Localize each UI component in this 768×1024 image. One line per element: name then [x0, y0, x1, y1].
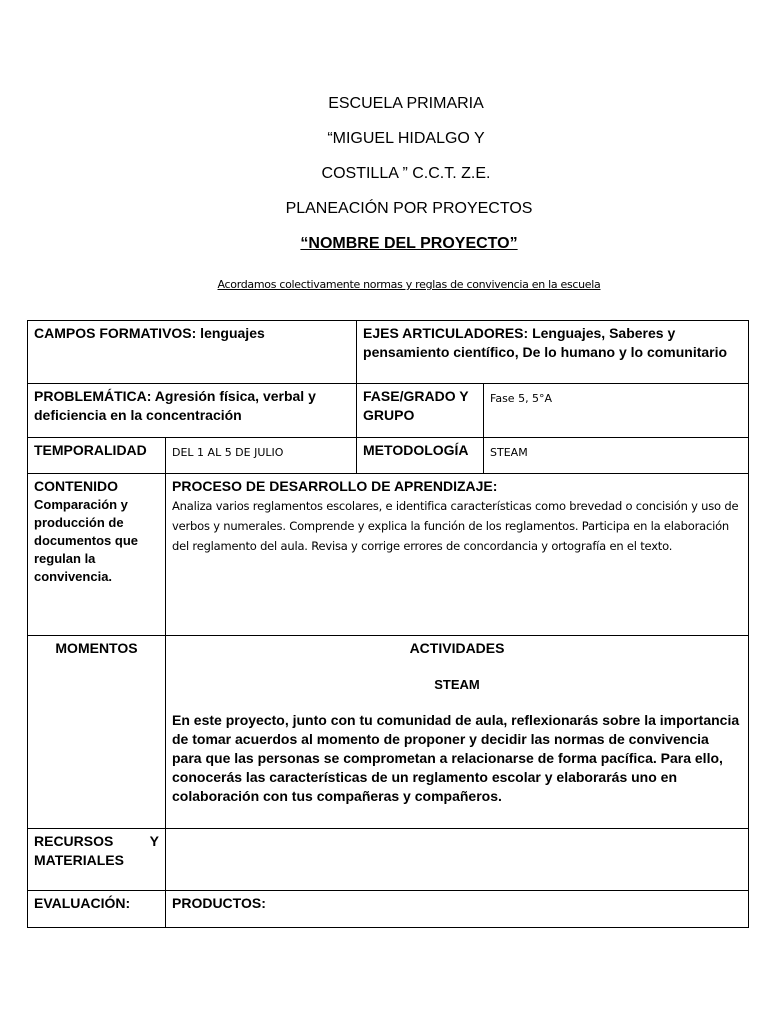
fase-value: Fase 5, 5°A: [484, 384, 749, 438]
row-recursos: [28, 829, 749, 891]
school-name-line2: COSTILLA ” C.C.T. Z.E.: [321, 165, 491, 182]
school-name-line1: “MIGUEL HIDALGO Y: [327, 130, 485, 147]
campos-formativos: CAMPOS FORMATIVOS: lenguajes: [28, 321, 357, 384]
productos-label: PRODUCTOS:: [166, 891, 749, 928]
proceso-label: PROCESO DE DESARROLLO DE APRENDIZAJE:: [172, 478, 498, 494]
steam-label: STEAM: [434, 677, 480, 692]
recursos-value: [166, 829, 749, 891]
project-subtitle: Acordamos colectivamente normas y reglas de convivencia en la escuela: [217, 278, 601, 291]
planning-table: [27, 320, 749, 928]
row-campos-ejes: [28, 321, 749, 384]
evaluacion-label: EVALUACIÓN:: [28, 891, 166, 928]
project-name: “NOMBRE DEL PROYECTO”: [300, 235, 518, 252]
recursos-label: RECURSOS Y MATERIALES: [28, 829, 166, 891]
contenido-label: CONTENIDO: [34, 478, 118, 494]
row-evaluacion: [28, 891, 749, 928]
metodologia-value: STEAM: [484, 438, 749, 474]
row-contenido: [28, 474, 749, 636]
row-momentos: [28, 636, 749, 829]
metodologia-label: METODOLOGÍA: [357, 438, 484, 474]
actividades-label: ACTIVIDADES: [409, 640, 505, 656]
fase-label: FASE/GRADO Y GRUPO: [357, 384, 484, 438]
document-type: PLANEACIÓN POR PROYECTOS: [285, 200, 533, 217]
proceso-text: Analiza varios reglamentos escolares, e identifica características como brevedad o concisión y uso de verbos y numerales. Comprende y explica la función de los reglamentos. Participa en la elaboración del reglamento del aula. Revisa y corrige errores de concordancia y ortografía en el texto.: [172, 499, 739, 553]
contenido-cell: [28, 474, 166, 636]
actividades-text: En este proyecto, junto con tu comunidad de aula, reflexionarás sobre la importancia de tomar acuerdos al momento de proponer y decidir las normas de convivencia para que las personas se comprometan a relacionarse de forma pacífica. Para ello, conocerás las características de un reglamento escolar y elaborarás uno en colaboración con tus compañeras y compañeros.: [172, 712, 740, 804]
momentos-label: MOMENTOS: [28, 636, 166, 829]
school-type: ESCUELA PRIMARIA: [328, 95, 484, 112]
ejes-articuladores: EJES ARTICULADORES: Lenguajes, Saberes y pensamiento científico, De lo humano y lo comunitario: [357, 321, 749, 384]
temporalidad-value: DEL 1 AL 5 DE JULIO: [166, 438, 357, 474]
temporalidad-label: TEMPORALIDAD: [28, 438, 166, 474]
row-temporalidad: [28, 438, 749, 474]
proceso-cell: [166, 474, 749, 636]
problematica: PROBLEMÁTICA: Agresión física, verbal y deficiencia en la concentración: [28, 384, 357, 438]
contenido-value: Comparación y producción de documentos que regulan la convivencia.: [34, 497, 139, 584]
actividades-cell: [166, 636, 749, 829]
row-problematica: [28, 384, 749, 438]
